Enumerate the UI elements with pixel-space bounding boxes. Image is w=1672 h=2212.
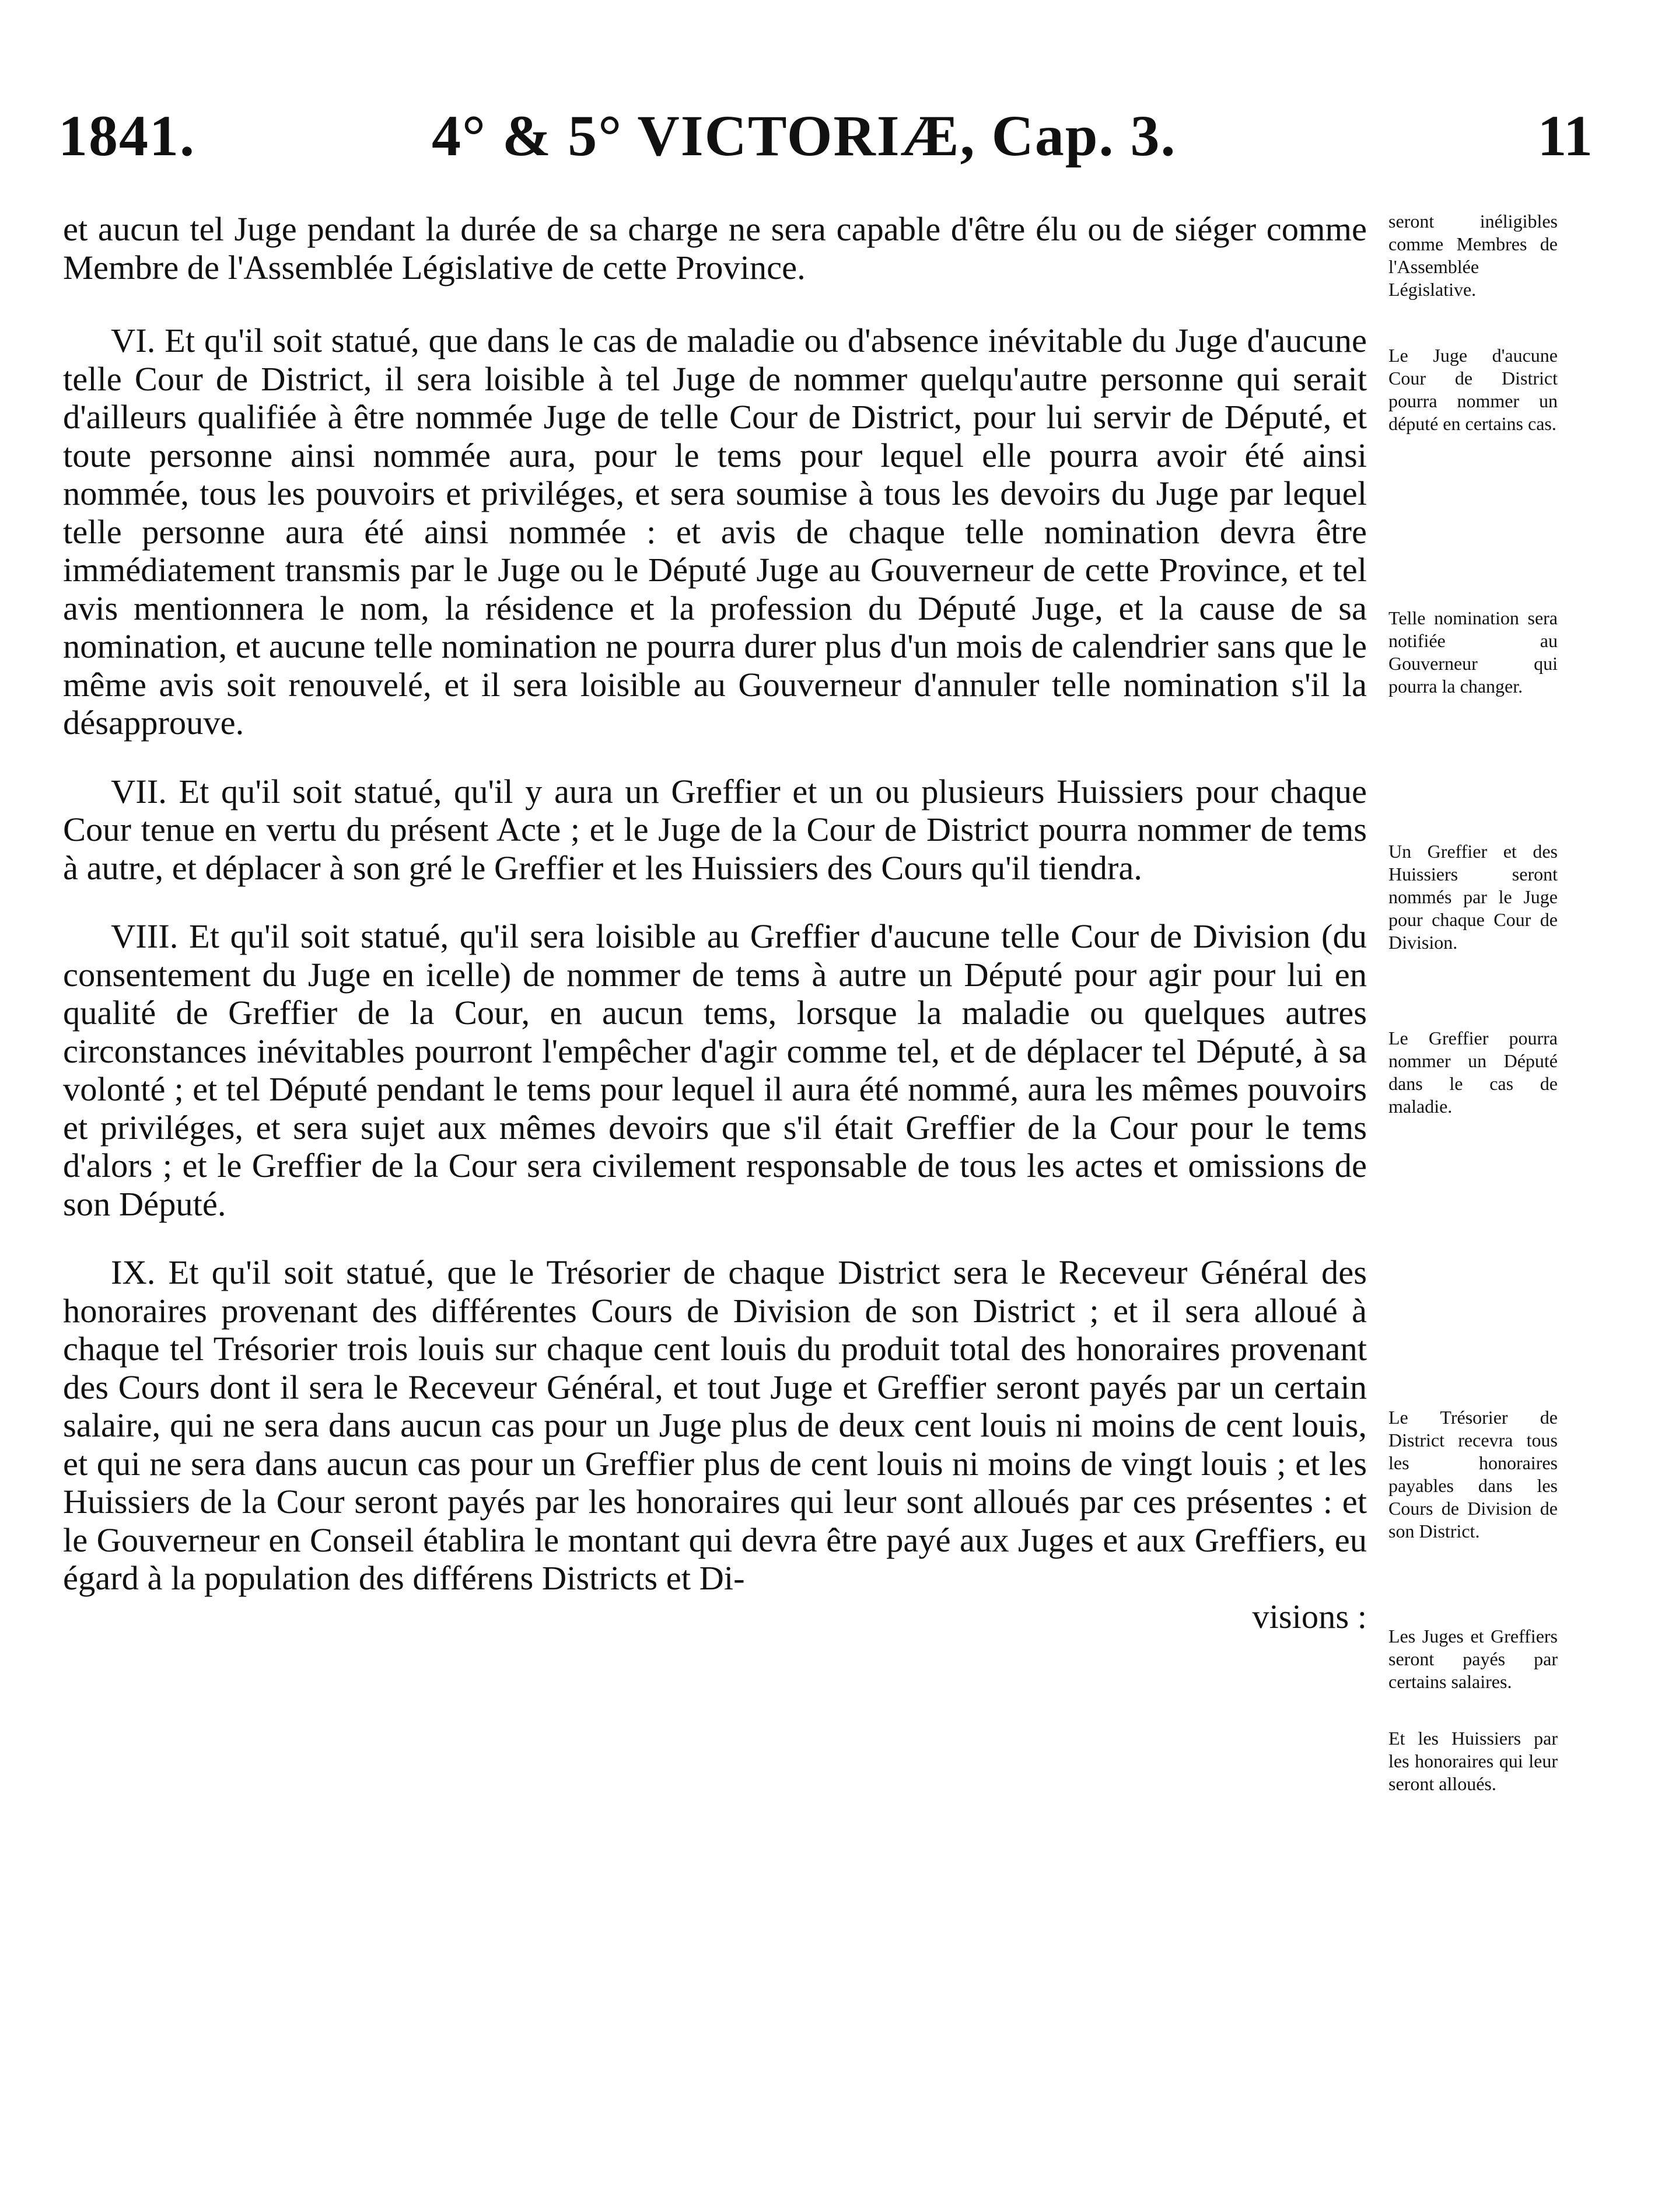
continuation-paragraph: et aucun tel Juge pendant la durée de sa charge ne sera capable d'être élu ou de siéger comme Membre de l'Assemblée Législative de cette Province. xyxy=(63,210,1367,286)
header-year: 1841. xyxy=(58,103,195,168)
header-title: 4° & 5° VICTORIÆ, Cap. 3. xyxy=(432,103,1177,168)
margin-note-notification: Telle nomination sera notifiée au Gouverneur qui pourra la changer. xyxy=(1388,607,1558,697)
margin-note-deputy-judge: Le Juge d'aucune Cour de District pourra nommer un député en certains cas. xyxy=(1388,345,1558,434)
page-number: 11 xyxy=(1537,103,1593,168)
margin-note-deputy-clerk: Le Greffier pourra nommer un Député dans le cas de maladie. xyxy=(1388,1028,1558,1117)
margin-note-bailiffs-fees: Et les Huissiers par les honoraires qui leur seront alloués. xyxy=(1388,1728,1558,1794)
margin-note-ineligible: seront inéligibles comme Membres de l'Assemblée Législative. xyxy=(1388,211,1558,300)
section-vi: VI. Et qu'il soit statué, que dans le cas de maladie ou d'absence inévitable du Juge d'aucune telle Cour de District, il sera loisible à tel Juge de nommer quelqu'autre personne qui serait d'ailleurs qualifiée à être nommée Juge de telle Cour de District, pour lui servir de Député, et toute personne ainsi nommée aura, pour le tems pour lequel elle pourra avoir été ainsi nommée, tous les pouvoirs et priviléges, et sera soumise à tous les devoirs du Juge par lequel telle personne aura été ainsi nommée : et avis de chaque telle nomination devra être immédiatement transmis par le Juge ou le Député Juge au Gouverneur de cette Province, et tel avis mentionnera le nom, la résidence et la profession du Député Juge, et la cause de sa nomination, et aucune telle nomination ne pourra durer plus d'un mois de calendrier sans que le même avis soit renouvelé, et il sera loisible au Gouverneur d'annuler telle nomination s'il la désapprouve. xyxy=(63,322,1367,742)
section-ix-block xyxy=(63,1253,1367,1636)
running-header xyxy=(58,102,1593,184)
section-ix: IX. Et qu'il soit statué, que le Trésorier de chaque District sera le Receveur Général des honoraires provenant des différentes Cours de Division de son District ; et il sera alloué à chaque tel Trésorier trois louis sur chaque cent louis du produit total des honoraires provenant des Cours dont il sera le Receveur Général, et tout Juge et Greffier seront payés par un certain salaire, qui ne sera dans aucun cas pour un Juge plus de deux cent louis ni moins de cent louis, et qui ne sera dans aucun cas pour un Greffier plus de cent louis ni moins de vingt louis ; et les Huissiers de la Cour seront payés par les honoraires qui leur sont alloués par ces présentes : et le Gouverneur en Conseil établira le montant qui devra être payé aux Juges et aux Greffiers, eu égard à la population des différens Districts et Di- xyxy=(63,1253,1367,1597)
margin-note-salaries: Les Juges et Greffiers seront payés par certains salaires. xyxy=(1388,1626,1558,1692)
main-text xyxy=(63,210,1367,1636)
margin-note-treasurer: Le Trésorier de District recevra tous les honoraires payables dans les Cours de Division de son District. xyxy=(1388,1407,1558,1542)
section-ix-end: visions : xyxy=(1252,1597,1367,1636)
margin-note-clerk-bailiffs: Un Greffier et des Huissiers seront nommés par le Juge pour chaque Cour de Division. xyxy=(1388,841,1558,953)
section-vii: VII. Et qu'il soit statué, qu'il y aura un Greffier et un ou plusieurs Huissiers pour chaque Cour tenue en vertu du présent Acte ; et le Juge de la Cour de District pourra nommer de tems à autre, et déplacer à son gré le Greffier et les Huissiers des Cours qu'il tiendra. xyxy=(63,772,1367,887)
section-viii: VIII. Et qu'il soit statué, qu'il sera loisible au Greffier d'aucune telle Cour de Division (du consentement du Juge en icelle) de nommer de tems à autre un Député pour agir pour lui en qualité de Greffier de la Cour, en aucun tems, lorsque la maladie ou quelques autres circonstances inévitables pourront l'empêcher d'agir comme tel, et de déplacer tel Député, à sa volonté ; et tel Député pendant le tems pour lequel il aura été nommé, aura les mêmes pouvoirs et priviléges, et sera sujet aux mêmes devoirs que s'il était Greffier de la Cour pour le tems d'alors ; et le Greffier de la Cour sera civilement responsable de tous les actes et omissions de son Député. xyxy=(63,917,1367,1223)
